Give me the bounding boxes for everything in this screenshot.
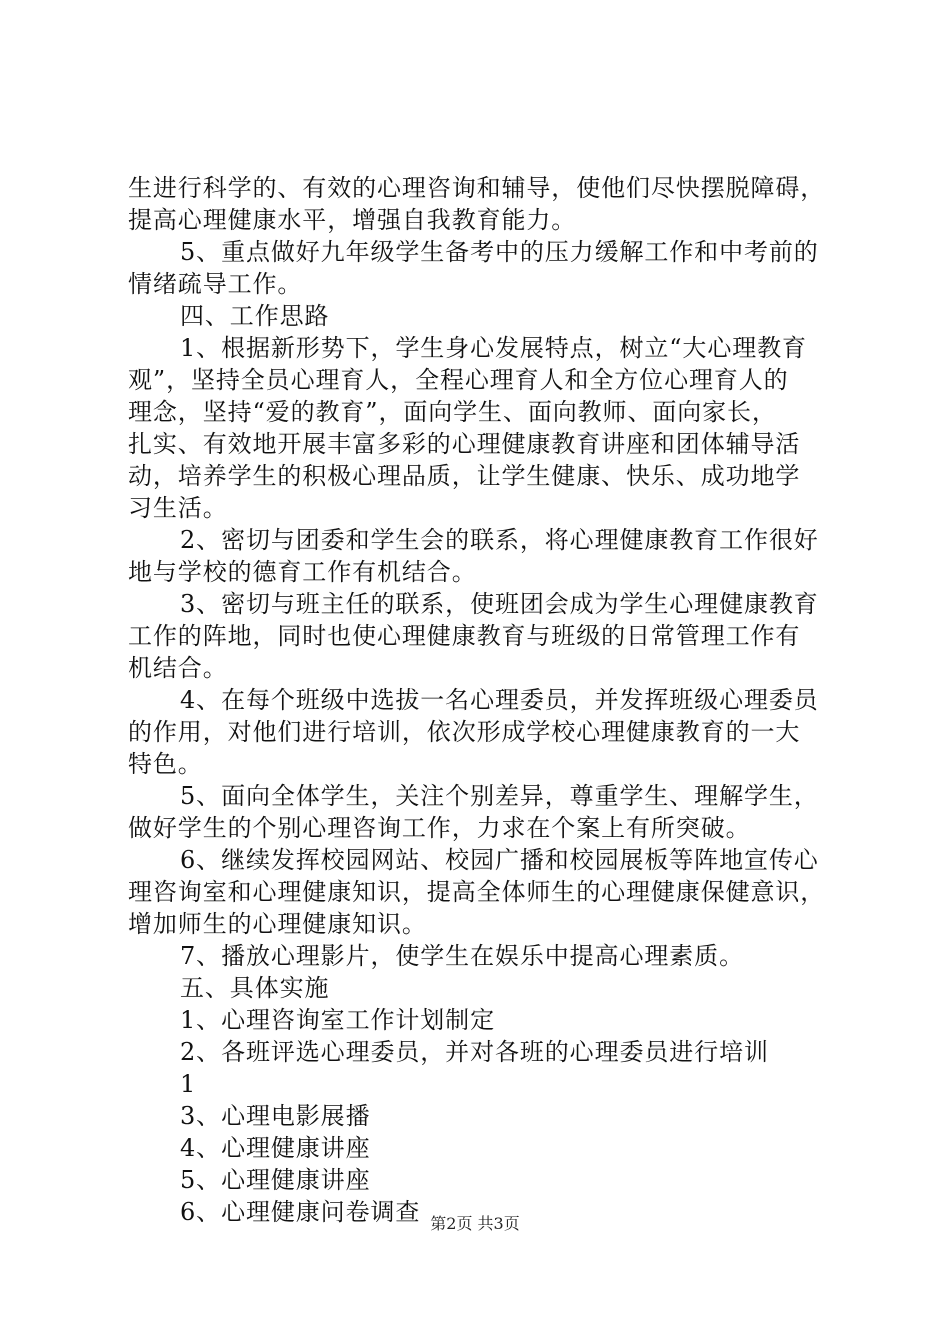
text-line: 提高心理健康水平，增强自我教育能力。 <box>128 206 577 234</box>
list-item: 5、心理健康讲座 <box>180 1166 371 1194</box>
text-line: 5、面向全体学生，关注个别差异，尊重学生、理解学生， <box>180 782 819 810</box>
list-item: 1 <box>180 1070 197 1098</box>
text-line: 特色。 <box>128 750 203 778</box>
text-line: 5、重点做好九年级学生备考中的压力缓解工作和中考前的 <box>180 238 819 266</box>
list-item: 1、心理咨询室工作计划制定 <box>180 1006 495 1034</box>
document-body <box>128 172 838 1228</box>
text-line: 4、在每个班级中选拔一名心理委员，并发挥班级心理委员 <box>180 686 819 714</box>
list-item: 6、心理健康问卷调查 <box>180 1198 421 1226</box>
text-line: 扎实、有效地开展丰富多彩的心理健康教育讲座和团体辅导活 <box>128 430 801 458</box>
text-line: 增加师生的心理健康知识。 <box>128 910 427 938</box>
text-line: 地与学校的德育工作有机结合。 <box>128 558 477 586</box>
list-item: 3、心理电影展播 <box>180 1102 371 1130</box>
list-item: 4、心理健康讲座 <box>180 1134 371 1162</box>
list-item: 2、各班评选心理委员，并对各班的心理委员进行培训 <box>180 1038 769 1066</box>
text-line: 7、播放心理影片，使学生在娱乐中提高心理素质。 <box>180 942 744 970</box>
text-line: 的作用，对他们进行培训，依次形成学校心理健康教育的一大 <box>128 718 801 746</box>
text-line: 机结合。 <box>128 654 228 682</box>
text-line: 理念，坚持“爱的教育”，面向学生、面向教师、面向家长， <box>128 398 777 426</box>
text-line: 3、密切与班主任的联系，使班团会成为学生心理健康教育 <box>180 590 819 618</box>
text-line: 情绪疏导工作。 <box>128 270 303 298</box>
text-line: 动，培养学生的积极心理品质，让学生健康、快乐、成功地学 <box>128 462 801 490</box>
text-line: 理咨询室和心理健康知识，提高全体师生的心理健康保健意识， <box>128 878 826 906</box>
text-line: 1、根据新形势下，学生身心发展特点，树立“大心理教育 <box>180 334 807 362</box>
page-footer: 第2页 共3页 <box>430 1214 520 1233</box>
section-heading: 五、具体实施 <box>180 974 330 1002</box>
section-heading: 四、工作思路 <box>180 302 330 330</box>
text-line: 习生活。 <box>128 494 228 522</box>
text-line: 6、继续发挥校园网站、校园广播和校园展板等阵地宣传心 <box>180 846 819 874</box>
text-line: 工作的阵地，同时也使心理健康教育与班级的日常管理工作有 <box>128 622 801 650</box>
text-line: 生进行科学的、有效的心理咨询和辅导，使他们尽快摆脱障碍， <box>128 174 826 202</box>
text-line: 2、密切与团委和学生会的联系，将心理健康教育工作很好 <box>180 526 819 554</box>
text-line: 做好学生的个别心理咨询工作，力求在个案上有所突破。 <box>128 814 751 842</box>
text-line: 观”，坚持全员心理育人，全程心理育人和全方位心理育人的 <box>128 366 789 394</box>
